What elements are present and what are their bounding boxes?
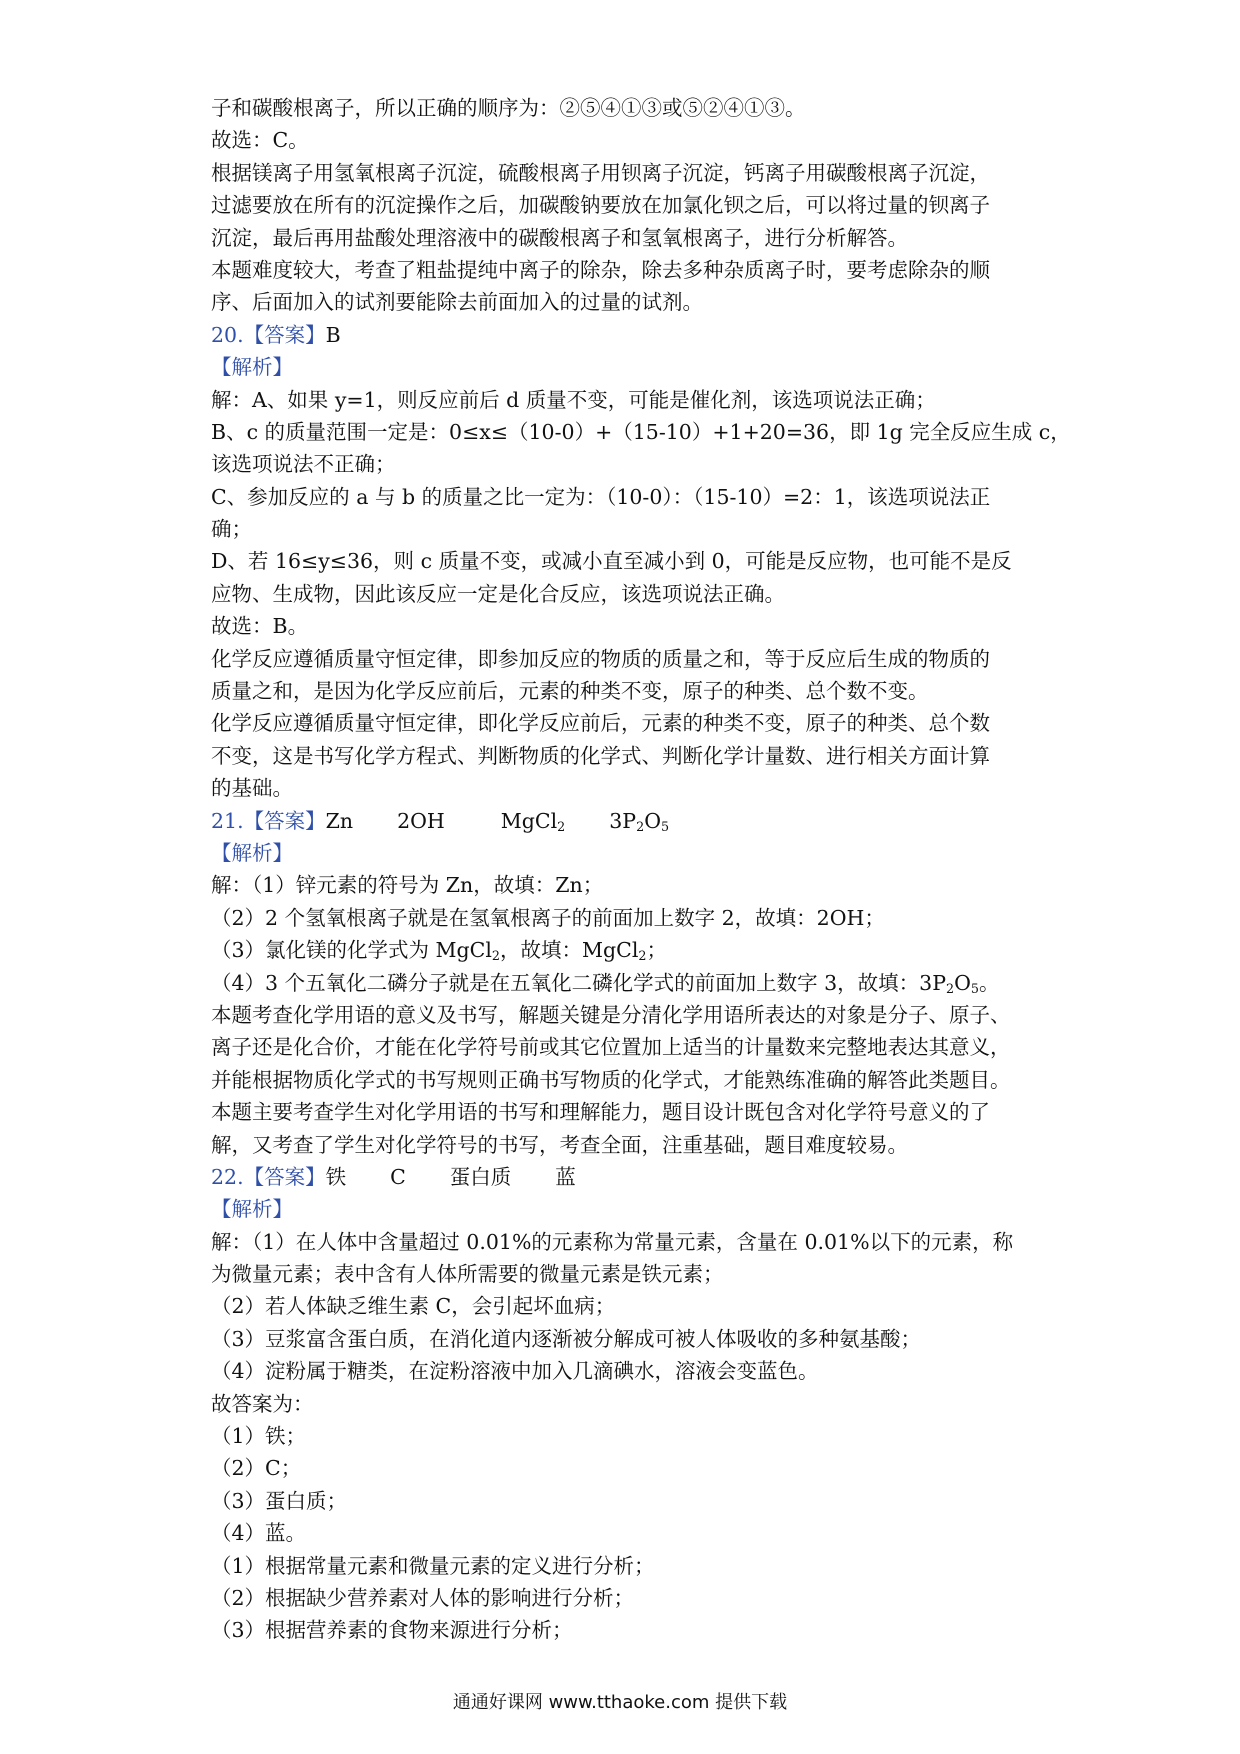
text-line: 为微量元素；表中含有人体所需要的微量元素是铁元素；: [211, 1262, 724, 1287]
analysis-tag: 【解析】: [211, 840, 293, 865]
text-line: 解：A、如果 y=1，则反应前后 d 质量不变，可能是催化剂，该选项说法正确；: [211, 387, 936, 412]
page-footer: 通通好课网 www.tthaoke.com 提供下载: [452, 1692, 788, 1713]
answer-value: C: [390, 1164, 406, 1189]
answer-value: MgCl$_2$: [500, 808, 566, 834]
text-line: （3）根据营养素的食物来源进行分析；: [211, 1618, 573, 1643]
text-line: 本题考查化学用语的意义及书写，解题关键是分清化学用语所表达的对象是分子、原子、: [211, 1002, 1011, 1027]
text-line: （4）蓝。: [211, 1521, 307, 1546]
text-line: 解，又考查了学生对化学符号的书写，考查全面，注重基础，题目难度较易。: [211, 1132, 908, 1157]
text-line: 应物、生成物，因此该反应一定是化合反应，该选项说法正确。: [211, 581, 785, 606]
text-line: 根据镁离子用氢氧根离子沉淀，硫酸根离子用钡离子沉淀，钙离子用碳酸根离子沉淀，: [211, 160, 990, 185]
answer-tag: 【答案】: [243, 808, 326, 833]
text-line: （2）根据缺少营养素对人体的影响进行分析；: [211, 1585, 635, 1610]
text-line: 序、后面加入的试剂要能除去前面加入的过量的试剂。: [211, 290, 703, 315]
answer-tag: 【答案】: [243, 1164, 326, 1189]
text-line: （3）氯化镁的化学式为 MgCl$_2$，故填：MgCl$_2$；: [211, 938, 667, 964]
text-line: 不变，这是书写化学方程式、判断物质的化学式、判断化学计量数、进行相关方面计算: [211, 743, 990, 768]
answer-value: B: [325, 322, 341, 347]
text-line: （3）豆浆富含蛋白质，在消化道内逐渐被分解成可被人体吸收的多种氨基酸；: [211, 1326, 922, 1351]
text-line: B、c 的质量范围一定是：0≤x≤（10-0）+（15-10）+1+20=36，即 1g 完全反应生成 c，: [211, 419, 1071, 444]
text-line: 化学反应遵循质量守恒定律，即参加反应的物质的质量之和，等于反应后生成的物质的: [211, 646, 990, 671]
text-line: 该选项说法不正确；: [211, 452, 396, 477]
text-line: （1）根据常量元素和微量元素的定义进行分析；: [211, 1553, 655, 1578]
text-line: 离子还是化合价，才能在化学符号前或其它位置加上适当的计量数来完整地表达其意义，: [211, 1035, 1011, 1060]
text-line: 的基础。: [211, 776, 293, 801]
text-line: （4）淀粉属于糖类，在淀粉溶液中加入几滴碘水，溶液会变蓝色。: [211, 1359, 819, 1384]
answer-line-q21: [211, 805, 1051, 837]
text-line: （2）若人体缺乏维生素 C，会引起坏血病；: [211, 1294, 616, 1319]
question-number: 21.: [211, 808, 244, 833]
text-line: 并能根据物质化学式的书写规则正确书写物质的化学式，才能熟练准确的解答此类题目。: [211, 1067, 1011, 1092]
text-line: 确；: [211, 517, 252, 542]
text-line: 故答案为：: [211, 1391, 314, 1416]
text-line: C、参加反应的 a 与 b 的质量之比一定为：（10-0）：（15-10）=2：1，该选项说法正: [211, 484, 991, 509]
answer-value: 2OH: [397, 808, 445, 833]
answer-line-q20: [211, 319, 1051, 351]
text-line: 质量之和，是因为化学反应前后，元素的种类不变，原子的种类、总个数不变。: [211, 679, 929, 704]
answer-value: 蓝: [555, 1164, 576, 1189]
answer-value: 铁: [325, 1164, 347, 1189]
text-line: 子和碳酸根离子，所以正确的顺序为：②⑤④①③或⑤②④①③。: [211, 96, 806, 120]
answer-tag: 【答案】: [243, 322, 326, 347]
answer-value: 蛋白质: [449, 1164, 512, 1189]
document-body: [211, 92, 1071, 1647]
answer-value: $3P_2O_5$: [609, 808, 670, 834]
text-line: 化学反应遵循质量守恒定律，即化学反应前后，元素的种类不变，原子的种类、总个数: [211, 711, 990, 736]
text-line: 解：（1）在人体中含量超过 0.01%的元素称为常量元素，含量在 0.01%以下的元素，称: [211, 1229, 1014, 1254]
text-line: D、若 16≤y≤36，则 c 质量不变，或减小直至减小到 0，可能是反应物，也可能不是反: [211, 549, 1012, 574]
answer-value: Zn: [325, 808, 354, 833]
answer-line-q22: [211, 1161, 1051, 1193]
analysis-tag: 【解析】: [211, 1197, 293, 1222]
analysis-tag: 【解析】: [211, 355, 293, 380]
text-line: （2）C；: [211, 1456, 302, 1481]
text-line: 沉淀，最后再用盐酸处理溶液中的碳酸根离子和氢氧根离子，进行分析解答。: [211, 225, 908, 250]
text-line: （3）蛋白质；: [211, 1488, 348, 1513]
text-line: 过滤要放在所有的沉淀操作之后，加碳酸钠要放在加氯化钡之后，可以将过量的钡离子: [211, 193, 990, 218]
text-line: 解：（1）锌元素的符号为 Zn，故填：Zn；: [211, 873, 604, 898]
text-line: （4）3 个五氧化二磷分子就是在五氧化二磷化学式的前面加上数字 3，故填：$3P_2O_5$。: [211, 970, 1000, 996]
text-line: 故选：B。: [211, 614, 309, 639]
text-line: 本题难度较大，考查了粗盐提纯中离子的除杂，除去多种杂质离子时，要考虑除杂的顺: [211, 257, 990, 282]
text-line: （2）2 个氢氧根离子就是在氢氧根离子的前面加上数字 2，故填：2OH；: [211, 905, 885, 930]
text-line: 本题主要考查学生对化学用语的书写和理解能力，题目设计既包含对化学符号意义的了: [211, 1100, 990, 1125]
question-number: 20.: [211, 322, 244, 347]
text-line: 故选：C。: [211, 128, 309, 153]
text-line: （1）铁；: [211, 1424, 307, 1449]
question-number: 22.: [211, 1164, 244, 1189]
